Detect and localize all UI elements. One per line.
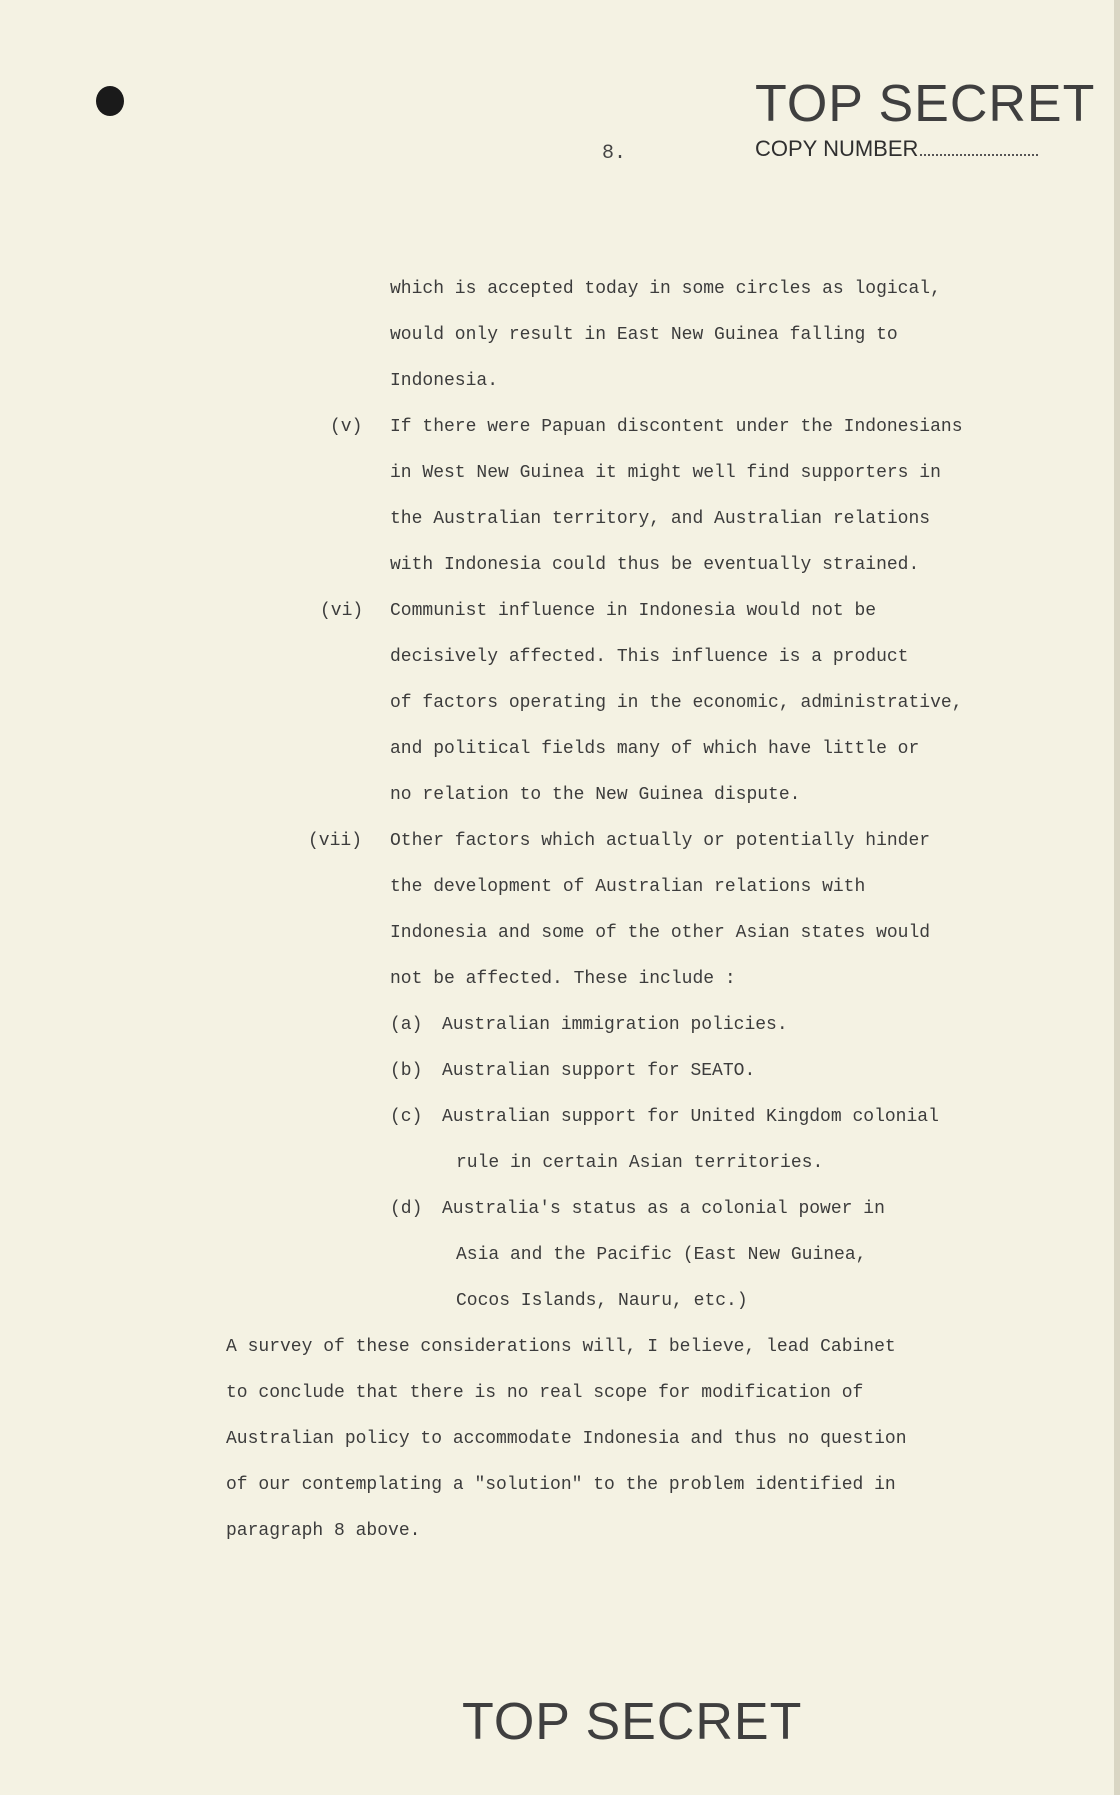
item-line: with Indonesia could thus be eventually strained. (390, 555, 920, 575)
item-line: Communist influence in Indonesia would not be (390, 601, 877, 621)
subitem-line: Australian support for United Kingdom colonial (442, 1107, 939, 1127)
intro-line: Indonesia. (390, 371, 499, 391)
item-line: decisively affected. This influence is a product (390, 647, 909, 667)
conclusion-line: of our contemplating a "solution" to the problem identified in (226, 1475, 896, 1495)
subitem-line: Australian immigration policies. (442, 1015, 788, 1035)
item-line: not be affected. These include : (390, 969, 736, 989)
page-number: 8. (602, 142, 627, 165)
item-line: of factors operating in the economic, administrative, (390, 693, 963, 713)
subitem-letter: (c) (390, 1107, 423, 1127)
item-line: the Australian territory, and Australian relations (390, 509, 931, 529)
intro-line: would only result in East New Guinea falling to (390, 325, 898, 345)
subitem-letter: (d) (390, 1199, 423, 1219)
copy-number-blank (920, 154, 1038, 156)
conclusion-line: A survey of these considerations will, I believe, lead Cabinet (226, 1337, 896, 1357)
item-number: (vi) (320, 601, 364, 621)
item-line: If there were Papuan discontent under the Indonesians (390, 417, 963, 437)
item-line: and political fields many of which have little or (390, 739, 920, 759)
conclusion-line: to conclude that there is no real scope for modification of (226, 1383, 864, 1403)
subitem-letter: (a) (390, 1015, 423, 1035)
subitem-line: Cocos Islands, Nauru, etc.) (456, 1291, 748, 1311)
conclusion-line: Australian policy to accommodate Indonesia and thus no question (226, 1429, 907, 1449)
subitem-line: rule in certain Asian territories. (456, 1153, 824, 1173)
subitem-line: Australia's status as a colonial power in (442, 1199, 885, 1219)
copy-number (755, 136, 1038, 162)
intro-line: which is accepted today in some circles as logical, (390, 279, 941, 299)
classification-footer: TOP SECRET (462, 1693, 803, 1751)
item-line: the development of Australian relations with (390, 877, 866, 897)
subitem-line: Australian support for SEATO. (442, 1061, 756, 1081)
classification-header: TOP SECRET (755, 75, 1096, 133)
copy-number-label: COPY NUMBER (755, 136, 919, 161)
subitem-letter: (b) (390, 1061, 423, 1081)
item-line: Indonesia and some of the other Asian states would (390, 923, 931, 943)
item-line: Other factors which actually or potentially hinder (390, 831, 931, 851)
subitem-line: Asia and the Pacific (East New Guinea, (456, 1245, 867, 1265)
punch-hole (96, 86, 124, 116)
page-edge (1114, 0, 1120, 1795)
item-number: (vii) (308, 831, 363, 851)
conclusion-line: paragraph 8 above. (226, 1521, 421, 1541)
item-line: no relation to the New Guinea dispute. (390, 785, 801, 805)
item-line: in West New Guinea it might well find supporters in (390, 463, 941, 483)
item-number: (v) (330, 417, 363, 437)
